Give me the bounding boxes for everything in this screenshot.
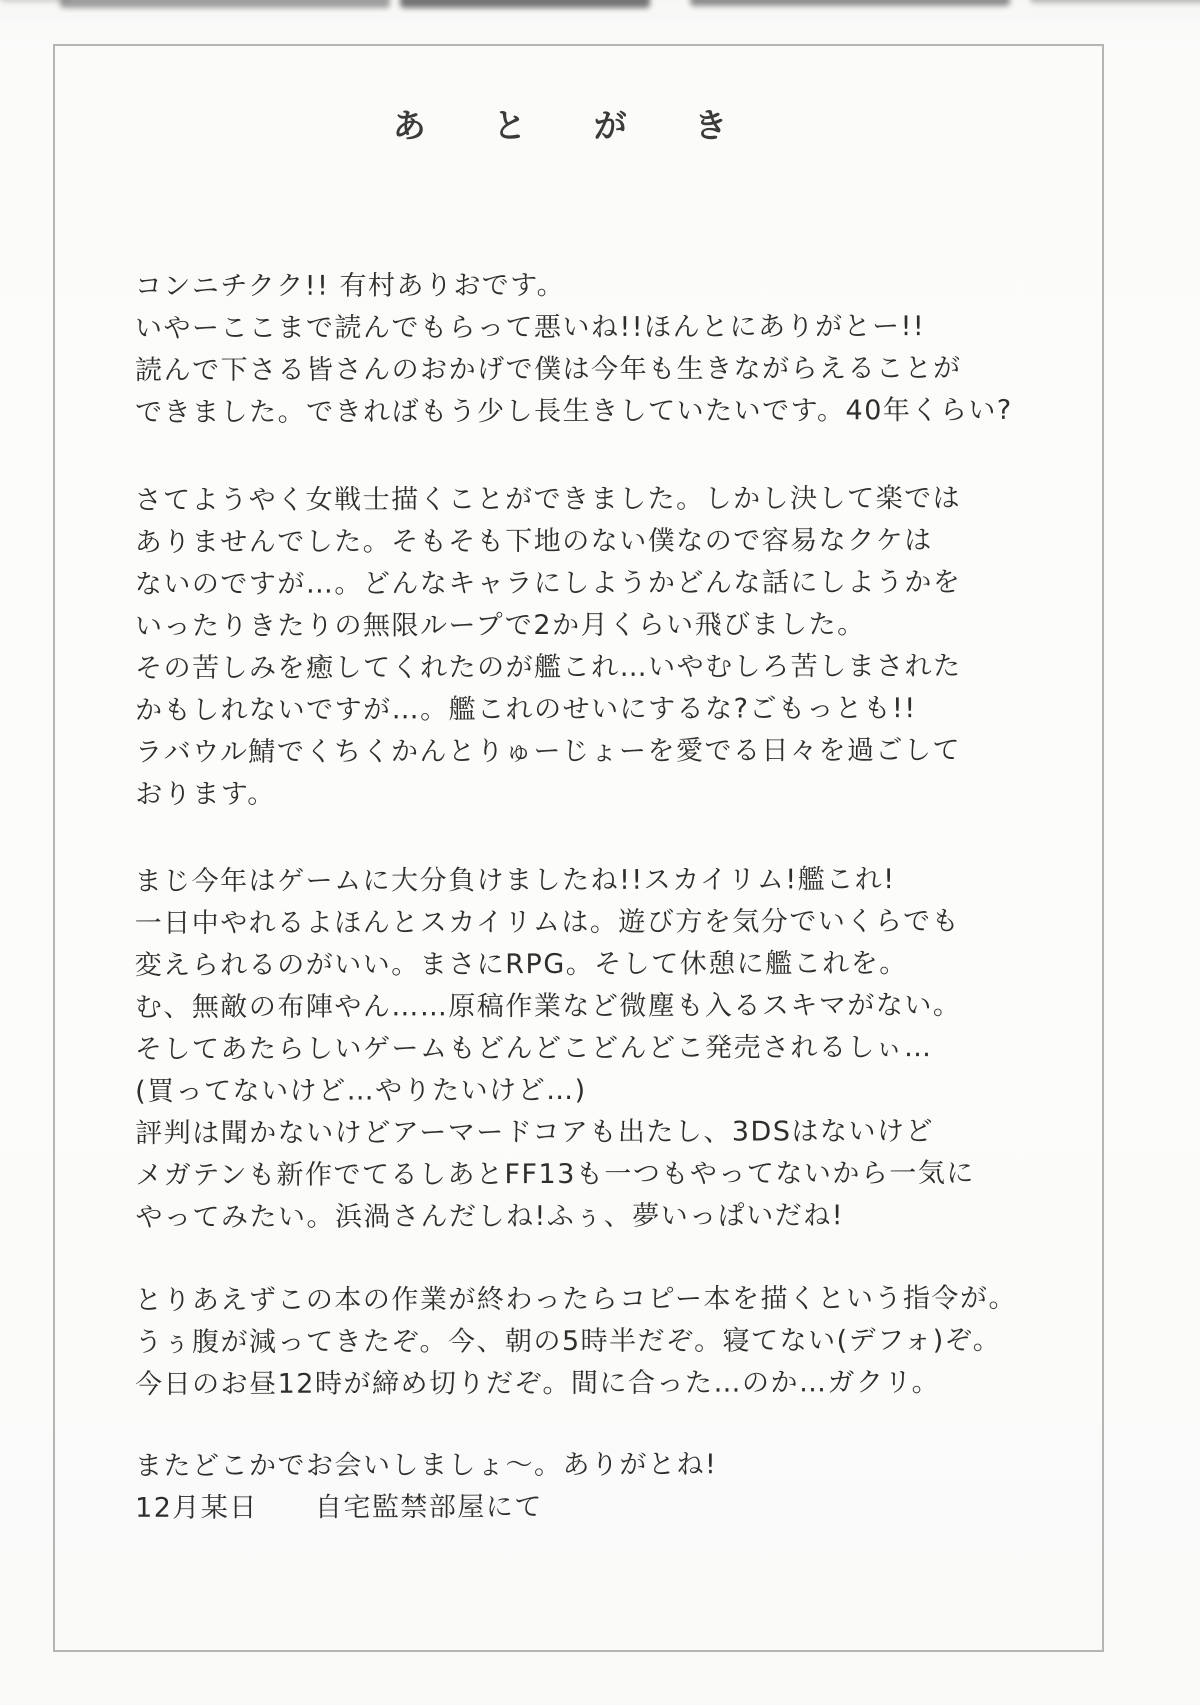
text-line: まじ今年はゲームに大分負けましたね!!スカイリム!艦これ! xyxy=(134,864,896,898)
text-line: やってみたい。浜渦さんだしね!ふぅ、夢いっぱいだね! xyxy=(135,1200,845,1234)
paragraph-deadline xyxy=(135,1278,1017,1406)
text-line: またどこかでお会いしましょ〜。ありがとね! xyxy=(134,1449,718,1482)
text-line: かもしれないですが…。艦これのせいにするな?ごもっとも!! xyxy=(135,693,917,727)
text-line: うぅ腹が減ってきたぞ。今、朝の5時半だぞ。寝てない(デフォ)ぞ。 xyxy=(134,1324,1002,1359)
text-line: そしてあたらしいゲームもどんどこどんどこ発売されるしぃ… xyxy=(134,1032,933,1066)
text-line: ないのですが…。どんなキャラにしようかどんな話にしようかを xyxy=(134,566,962,601)
text-line: できました。できればもう少し長生きしていたいです。40年くらい? xyxy=(135,394,1013,429)
text-line: コンニチクク!! 有村ありおです。 xyxy=(134,270,566,303)
text-line: ラバウル鯖でくちくかんとりゅーじょーを愛でる日々を過ごして xyxy=(135,734,962,769)
text-line: いやーここまで読んでもらって悪いね!!ほんとにありがとー!! xyxy=(134,311,926,345)
paragraph-greeting xyxy=(135,264,1013,434)
paragraph-about-drawing xyxy=(135,478,962,816)
paragraph-signoff xyxy=(135,1444,718,1530)
text-line: 12月某日 自宅監禁部屋にて xyxy=(135,1491,543,1524)
text-line: 今日のお昼12時が締め切りだぞ。間に合った…のか…ガクリ。 xyxy=(135,1367,941,1401)
scan-smudge xyxy=(690,0,1010,6)
scan-smudge xyxy=(1030,0,1200,3)
text-line: 評判は聞かないけどアーマードコアも出たし、3DSはないけど xyxy=(135,1116,934,1150)
text-line: ありませんでした。そもそも下地のない僕なので容易なクケは xyxy=(134,524,933,559)
text-line: さてようやく女戦士描くことができました。しかし決して楽では xyxy=(134,482,962,517)
page-title: あ と が き xyxy=(392,106,756,145)
text-line: 変えられるのがいい。まさにRPG。そして休憩に艦これを。 xyxy=(134,948,908,982)
scan-smudge xyxy=(60,0,390,8)
text-line: とりあえずこの本の作業が終わったらコピー本を描くという指令が。 xyxy=(134,1282,1018,1317)
scan-smudge xyxy=(0,0,70,2)
paragraph-about-games xyxy=(135,859,976,1239)
scan-smudge xyxy=(400,0,650,8)
text-line: む、無敵の布陣やん……原稿作業など微塵も入るスキマがない。 xyxy=(134,989,962,1024)
text-line: おります。 xyxy=(135,778,276,811)
text-line: その苦しみを癒してくれたのが艦これ…いやむしろ苦しまされた xyxy=(135,650,962,685)
text-line: いったりきたりの無限ループで2か月くらい飛びました。 xyxy=(134,609,866,643)
text-line: (買ってないけど…やりたいけど…) xyxy=(135,1074,587,1108)
text-line: メガテンも新作でてるしあとFF13も一つもやってないから一気に xyxy=(135,1157,975,1192)
text-line: 一日中やれるよほんとスカイリムは。遊び方を気分でいくらでも xyxy=(134,905,961,940)
text-line: 読んで下さる皆さんのおかげで僕は今年も生きながらえることが xyxy=(135,352,962,387)
